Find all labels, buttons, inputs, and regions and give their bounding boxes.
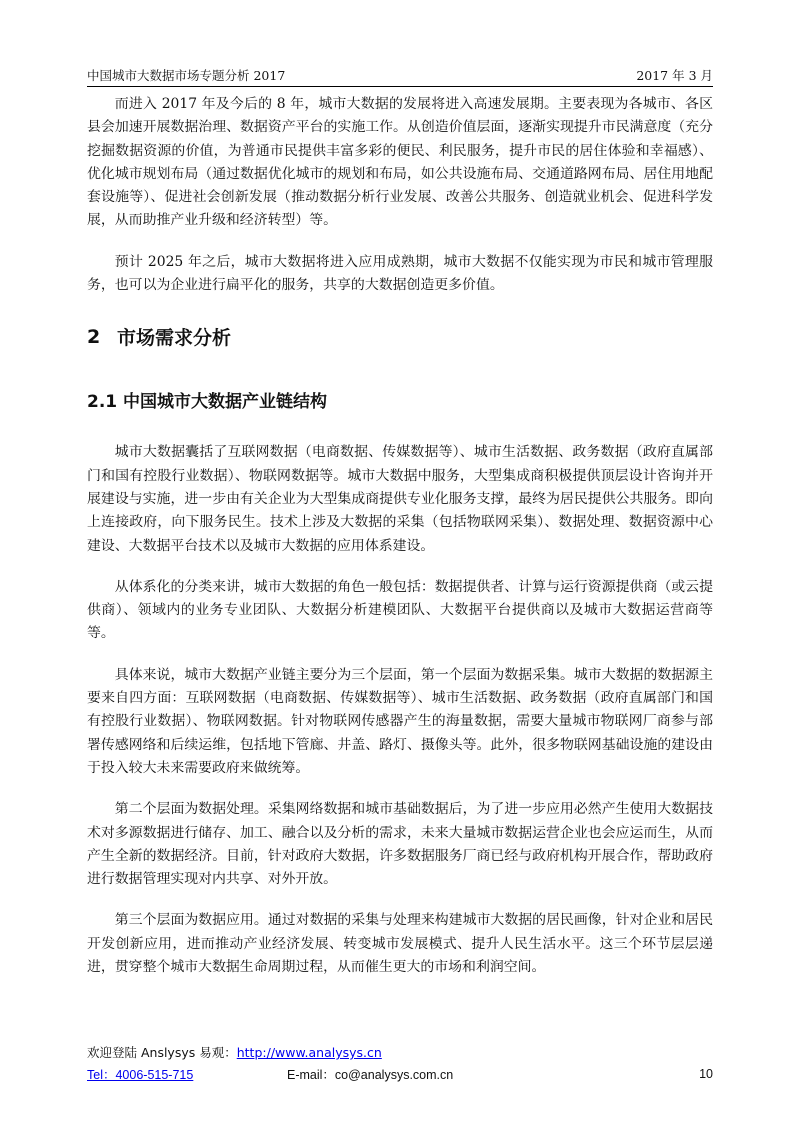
header-rule [87,86,713,87]
page-number: 10 [699,1067,713,1081]
paragraph-5: 具体来说，城市大数据产业链主要分为三个层面，第一个层面为数据采集。城市大数据的数据源主要来自四方面：互联网数据（电商数据、传媒数据等）、城市生活数据、政务数据（政府直属部门和国有控股行业数据）、物联网数据。针对物联网传感器产生的海量数据，需要大量城市物联网厂商参与部署传感网络和后续运维，包括地下管廊、井盖、路灯、摄像头等。此外，很多物联网基础设施的建设由于投入较大未来需要政府来做统筹。 [87,666,713,776]
header-title: 中国城市大数据市场专题分析 2017 [87,68,286,83]
website-link[interactable]: http://www.analysys.cn [236,1045,382,1060]
header-date: 2017 年 3 月 [636,68,713,83]
paragraph-4: 从体系化的分类来讲，城市大数据的角色一般包括：数据提供者、计算与运行资源提供商（或云提供商）、领域内的业务专业团队、大数据分析建模团队、大数据平台提供商以及城市大数据运营商等等。 [87,578,713,642]
footer-contact [87,1065,713,1083]
email-text: E-mail：co@analysys.com.cn [287,1068,454,1082]
page-header [87,62,713,84]
footer-welcome-text: 欢迎登陆 Anslysys 易观： [87,1045,237,1060]
paragraph-7: 第三个层面为数据应用。通过对数据的采集与处理来构建城市大数据的居民画像，针对企业和居民开发创新应用，进而推动产业经济发展、转变城市发展模式、提升人民生活水平。这三个环节层层递进，贯穿整个城市大数据生命周期过程，从而催生更大的市场和利润空间。 [87,912,713,976]
page-content [87,93,713,979]
paragraph-1: 而进入 2017 年及今后的 8 年，城市大数据的发展将进入高速发展期。主要表现为各城市、各区县会加速开展数据治理、数据资产平台的实施工作。从创造价值层面，逐渐实现提升市民满意度（充分挖掘数据资源的价值，为普通市民提供丰富多彩的便民、利民服务，提升市民的居住体验和幸福感）、优化城市规划布局（通过数据优化城市的规划和布局，如公共设施布局、交通道路网布局、居住用地配套设施等）、促进社会创新发展（推动数据分析行业发展、改善公共服务、创造就业机会、促进科学发展，从而助推产业升级和经济转型）等。 [87,96,713,229]
paragraph-2: 预计 2025 年之后，城市大数据将进入应用成熟期，城市大数据不仅能实现为市民和城市管理服务，也可以为企业进行扁平化的服务，共享的大数据创造更多价值。 [87,253,713,294]
paragraph-3: 城市大数据囊括了互联网数据（电商数据、传媒数据等）、城市生活数据、政务数据（政府直属部门和国有控股行业数据）、物联网数据等。城市大数据中服务，大型集成商积极提供顶层设计咨询并开展建设与实施，进一步由有关企业为大型集成商提供专业化服务支撑，最终为居民提供公共服务。即向上连接政府，向下服务民生。技术上涉及大数据的采集（包括物联网采集）、数据处理、数据资源中心建设、大数据平台技术以及城市大数据的应用体系建设。 [87,444,713,554]
section-heading [87,323,713,350]
section-title: 市场需求分析 [117,327,232,350]
footer-welcome [87,1043,713,1061]
subsection-heading: 2.1 中国城市大数据产业链结构 [87,392,328,413]
section-number: 2 [87,325,101,348]
tel-link[interactable]: Tel：4006-515-715 [87,1068,194,1082]
paragraph-6: 第二个层面为数据处理。采集网络数据和城市基础数据后，为了进一步应用必然产生使用大数据技术对多源数据进行储存、加工、融合以及分析的需求，未来大量城市数据运营企业也会应运而生，从而产生全新的数据经济。目前，针对政府大数据，许多数据服务厂商已经与政府机构开展合作，帮助政府进行数据管理实现对内共享、对外开放。 [87,801,713,888]
